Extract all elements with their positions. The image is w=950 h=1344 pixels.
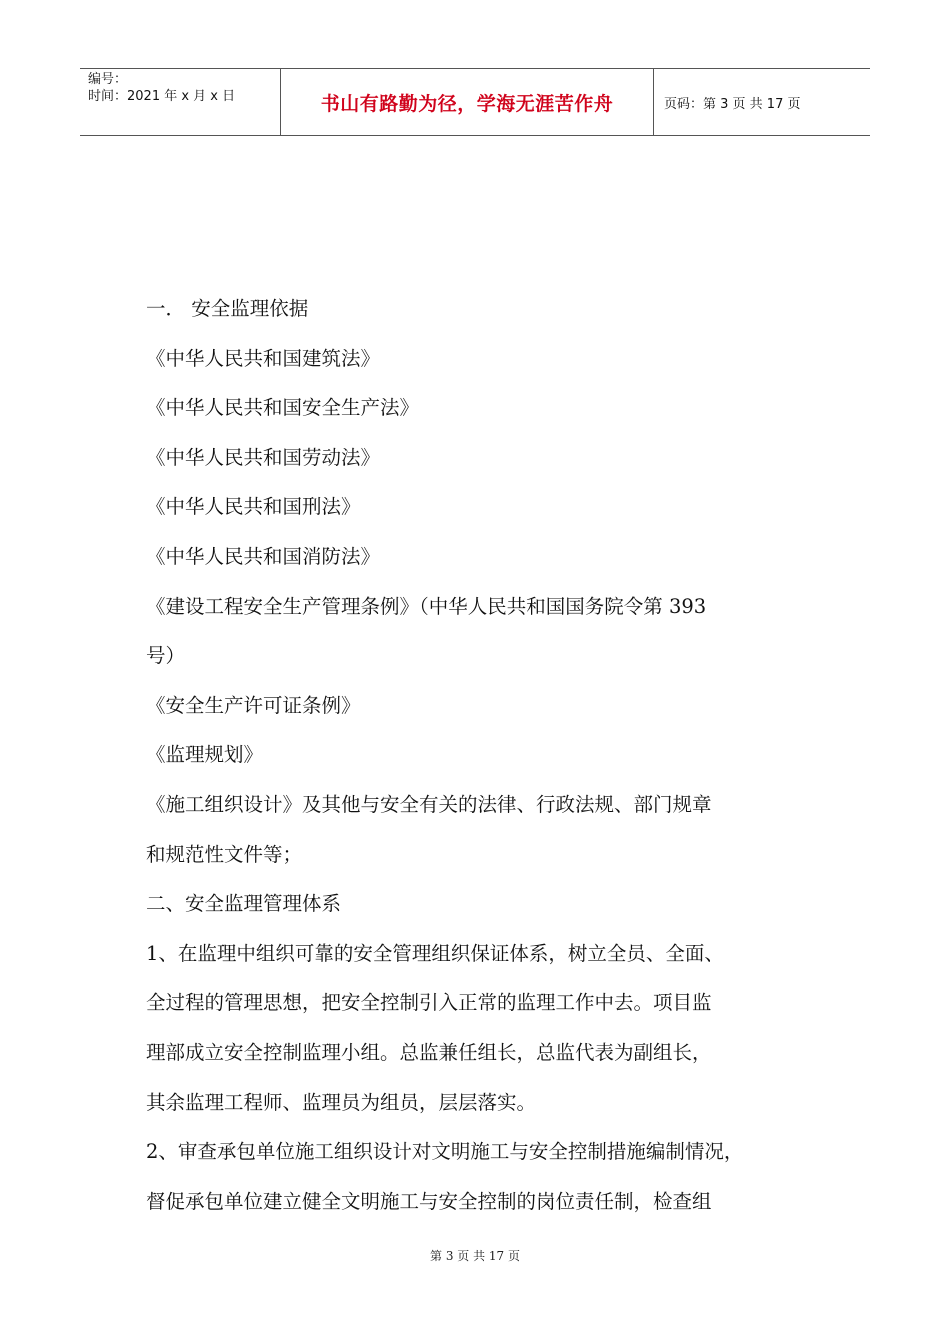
document-body — [146, 284, 826, 1226]
section-heading: 二、安全监理管理体系 — [146, 892, 342, 916]
text-line: 理部成立安全控制监理小组。总监兼任组长，总监代表为副组长， — [146, 1040, 712, 1064]
text-line: 号） — [146, 644, 186, 668]
text-line: 其余监理工程师、监理员为组员，层层落实。 — [146, 1090, 537, 1114]
header-page-info: 页码：第 3 页 共 17 页 — [664, 96, 801, 112]
text-line: 《施工组织设计》及其他与安全有关的法律、行政法规、部门规章 — [146, 792, 712, 816]
text-line: 《安全生产许可证条例》 — [146, 693, 361, 717]
header-motto: 书山有路勤为径，学海无涯苦作舟 — [281, 69, 654, 135]
text-line: 1、在监理中组织可靠的安全管理组织保证体系，树立全员、全面、 — [146, 941, 724, 965]
text-line: 《建设工程安全生产管理条例》（中华人民共和国国务院令第 393 — [146, 594, 707, 618]
text-line: 《监理规划》 — [146, 743, 264, 767]
text-line: 《中华人民共和国安全生产法》 — [146, 396, 420, 420]
date-label: 时间：2021 年 x 月 x 日 — [88, 89, 236, 104]
text-line: 全过程的管理思想，把安全控制引入正常的监理工作中去。项目监 — [146, 991, 712, 1015]
text-line: 和规范性文件等； — [146, 842, 303, 866]
text-line: 督促承包单位建立健全文明施工与安全控制的岗位责任制，检查组 — [146, 1189, 712, 1213]
text-line: 《中华人民共和国消防法》 — [146, 544, 381, 568]
page-footer: 第 3 页 共 17 页 — [430, 1249, 520, 1263]
text-line: 《中华人民共和国劳动法》 — [146, 445, 381, 469]
section-heading: 一． 安全监理依据 — [146, 297, 309, 320]
document-header — [80, 68, 870, 136]
text-line: 2、审查承包单位施工组织设计对文明施工与安全控制措施编制情况， — [146, 1140, 744, 1164]
number-label: 编号： — [88, 72, 128, 87]
header-meta — [80, 69, 281, 135]
text-line: 《中华人民共和国建筑法》 — [146, 346, 381, 370]
text-line: 《中华人民共和国刑法》 — [146, 495, 361, 519]
